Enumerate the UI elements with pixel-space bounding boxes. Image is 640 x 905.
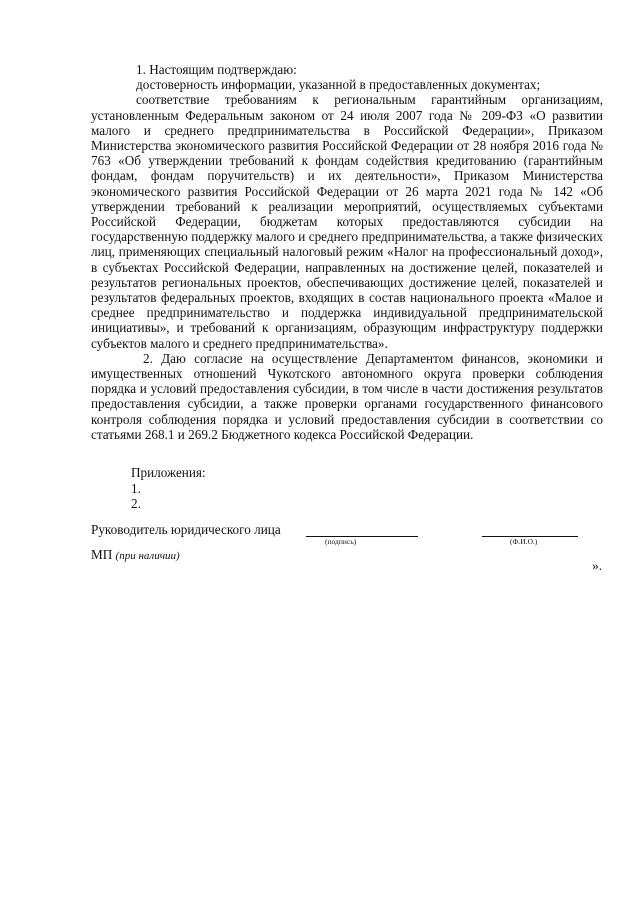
signature-caption: (подпись) xyxy=(325,537,357,546)
name-caption: (Ф.И.О.) xyxy=(510,537,538,546)
stamp-label: МП xyxy=(91,547,113,562)
paragraph-1-item-a: достоверность информации, указанной в предоставленных документах; xyxy=(136,77,541,93)
paragraph-1-item-b: соответствие требованиям к региональным гарантийным организациям, установленным Федеральным законом от 24 июля 2007 года № 209-ФЗ «О развитии малого и среднего предпринимательства в Российской Федерации», Приказом Министерства экономического развития Российской Федерации от 28 ноября 2016 года № 763 «Об утверждении требований к фондам содействия кредитованию (гарантийным фондам, фондам поручительств) и их деятельности», Приказом Министерства экономического развития Российской Федерации от 26 марта 2021 года № 142 «Об утверждении требований к реализации мероприятий, осуществляемых субъектами Российской Федерации, бюджетам которых предоставляются субсидии на государственную поддержку малого и среднего предпринимательства, а также физических лиц, применяющих специальный налоговый режим «Налог на профессиональный доход», в субъектах Российской Федерации, направленных на достижение целей, показателей и результатов региональных проектов, обеспечивающих достижение целей, показателей и результатов федеральных проектов, входящих в состав национального проекта «Малое и среднее предпринимательство и поддержка индивидуальной предпринимательской инициативы», и требований к организациям, образующим инфраструктуру поддержки субъектов малого и среднего предпринимательства». xyxy=(91,92,603,351)
signer-title: Руководитель юридического лица xyxy=(91,522,281,537)
attachments-section xyxy=(131,465,206,512)
paragraph-2: 2. Даю согласие на осуществление Департаментом финансов, экономики и имущественных отношений Чукотского автономного округа проверки соблюдения порядка и условий предоставления субсидии, в том числе в части достижения результатов предоставления субсидии, а также проверки органами государственного финансового контроля соблюдения порядка и условий предоставления субсидии в соответствии со статьями 268.1 и 269.2 Бюджетного кодекса Российской Федерации. xyxy=(91,350,603,442)
paragraph-1-heading: 1. Настоящим подтверждаю: xyxy=(136,62,297,77)
attachment-item-2: 2. xyxy=(131,496,141,511)
stamp-placeholder xyxy=(91,547,180,564)
signature-block xyxy=(91,522,611,582)
signature-line xyxy=(306,536,418,537)
closing-quote: ». xyxy=(592,558,602,573)
attachments-title: Приложения: xyxy=(131,465,206,480)
document-body xyxy=(91,62,603,442)
stamp-note: (при наличии) xyxy=(115,550,180,562)
attachment-item-1: 1. xyxy=(131,480,141,496)
